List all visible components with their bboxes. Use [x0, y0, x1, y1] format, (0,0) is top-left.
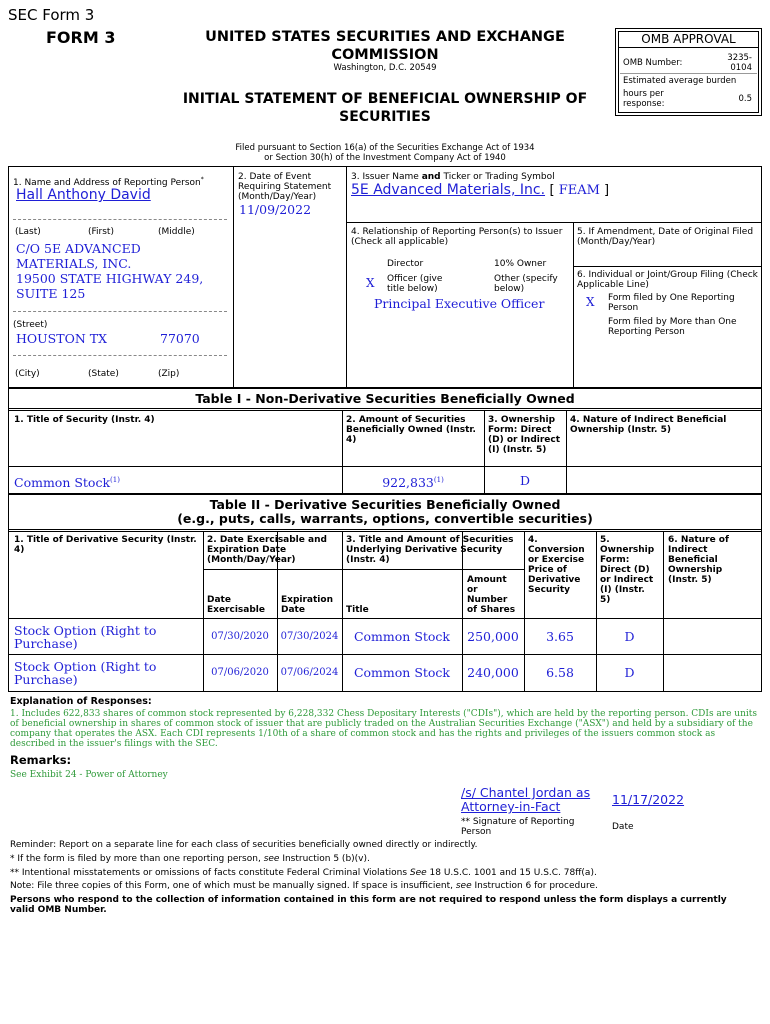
t2-row1-form: D: [624, 629, 635, 644]
explanation-heading: Explanation of Responses:: [10, 696, 152, 707]
street-label: (Street): [13, 320, 48, 330]
agency-title: UNITED STATES SECURITIES AND EXCHANGE COMMISSION: [205, 29, 565, 63]
t2-header-expiration: Expiration Date: [281, 595, 333, 615]
issuer-name-ticker: 5E Advanced Materials, Inc. [ FEAM ]: [351, 182, 610, 198]
zip-value: 77070: [160, 331, 200, 346]
statement-title: INITIAL STATEMENT OF BENEFICIAL OWNERSHIP OF SECURITIES: [182, 91, 588, 125]
table1-title: Table I - Non-Derivative Securities Beneficially Owned: [195, 391, 575, 406]
officer-checkmark: X: [366, 276, 375, 290]
t1-row-security: Common Stock$^{(1)}$: [14, 475, 120, 491]
director-label: Director: [387, 259, 424, 269]
one-person-label: Form filed by One Reporting Person: [608, 293, 735, 313]
agency-city: Washington, D.C. 20549: [333, 63, 437, 73]
t1-header-ownership: 3. Ownership Form: Direct (D) or Indirect (I) (Instr. 5): [488, 415, 561, 455]
box6-label: 6. Individual or Joint/Group Filing (Check Applicable Line): [577, 270, 758, 290]
omb-hours-value: 0.5: [738, 94, 752, 104]
t1-header-nature: 4. Nature of Indirect Beneficial Ownership (Instr. 5): [570, 415, 727, 435]
t2-header-ownership: 5. Ownership Form: Direct (D) or Indirect (I) (Instr. 5): [600, 535, 655, 605]
more-persons-label: Form filed by More than One Reporting Person: [608, 317, 737, 337]
table2-subtitle: (e.g., puts, calls, warrants, options, convertible securities): [177, 511, 593, 526]
omb-burden-label: Estimated average burden: [623, 76, 737, 86]
officer-title: Principal Executive Officer: [374, 296, 545, 311]
signature-label: ** Signature of Reporting Person: [461, 817, 575, 837]
omb-title: OMB APPROVAL: [641, 32, 736, 46]
reminder-text: Reminder: Report on a separate line for each class of securities beneficially owned directly or indirectly.: [10, 840, 478, 850]
reporting-address: C/O 5E ADVANCED MATERIALS, INC. 19500 STATE HIGHWAY 249, SUITE 125: [16, 241, 204, 301]
box5-label: 5. If Amendment, Date of Original Filed (Month/Day/Year): [577, 227, 754, 247]
footnote-3: Note: File three copies of this Form, one of which must be manually signed. If space is insufficient, see Instruction 6 for procedure.: [10, 881, 598, 891]
box2-label: 2. Date of Event Requiring Statement (Month/Day/Year): [238, 172, 332, 202]
t2-row1-price: 3.65: [546, 629, 574, 644]
city-value: HOUSTON TX: [16, 331, 107, 346]
footnote-2: ** Intentional misstatements or omissions of facts constitute Federal Criminal Violations See 18 U.S.C. 1001 and 15 U.S.C. 78ff(a).: [10, 868, 597, 878]
one-person-checkmark: X: [586, 295, 595, 309]
city-label: (City): [15, 369, 40, 379]
t2-header-dates: 2. Date Exercisable and Expiration Date (Month/Day/Year): [207, 535, 327, 565]
t1-header-amount: 2. Amount of Securities Beneficially Owned (Instr. 4): [346, 415, 476, 445]
state-label: (State): [88, 369, 119, 379]
t2-header-underlying-title: Title: [346, 605, 369, 615]
remarks-text: See Exhibit 24 - Power of Attorney: [10, 770, 168, 780]
t1-header-title: 1. Title of Security (Instr. 4): [14, 415, 155, 425]
box3-label: 3. Issuer Name and Ticker or Trading Symbol: [351, 172, 555, 182]
ticker-symbol: FEAM: [558, 183, 600, 198]
date-label: Date: [612, 822, 634, 832]
reporting-person-name-link[interactable]: Hall Anthony David: [16, 187, 151, 203]
t2-row1-exercisable: 07/30/2020: [211, 631, 269, 642]
t2-row1-expiration: 07/30/2024: [280, 631, 339, 642]
footnote-1: * If the form is filed by more than one reporting person, see Instruction 5 (b)(v).: [10, 854, 370, 864]
filed-pursuant-1: Filed pursuant to Section 16(a) of the Securities Exchange Act of 1934: [235, 143, 535, 153]
t2-row2-expiration: 07/06/2024: [280, 667, 339, 678]
t2-header-exercisable: Date Exercisable: [207, 595, 265, 615]
t2-row2-price: 6.58: [546, 665, 574, 680]
omb-number-value: 3235- 0104: [727, 53, 752, 73]
issuer-name-link[interactable]: 5E Advanced Materials, Inc.: [351, 182, 546, 198]
footnote-omb: Persons who respond to the collection of information contained in this form are not required to respond unless the form displays a currently valid OMB Number.: [10, 895, 727, 915]
form-title: FORM 3: [46, 28, 116, 47]
t2-header-underlying: 3. Title and Amount of Securities Underlying Derivative Security (Instr. 4): [346, 535, 514, 565]
t2-row1-underlying: Common Stock: [353, 629, 451, 644]
t2-row1-title: Stock Option (Right to Purchase): [14, 623, 157, 651]
first-label: (First): [88, 227, 114, 237]
event-date: 11/09/2022: [239, 202, 312, 217]
remarks-heading: Remarks:: [10, 753, 72, 767]
zip-label: (Zip): [158, 369, 180, 379]
ten-percent-owner-label: 10% Owner: [494, 259, 547, 269]
middle-label: (Middle): [158, 227, 195, 237]
box4-label: 4. Relationship of Reporting Person(s) to Issuer (Check all applicable): [351, 227, 563, 247]
box1-label: 1. Name and Address of Reporting Person*: [13, 176, 204, 188]
page-label: SEC Form 3: [8, 6, 95, 24]
t2-header-nature: 6. Nature of Indirect Beneficial Ownership (Instr. 5): [668, 535, 729, 585]
t2-row2-shares: 240,000: [467, 665, 519, 680]
filed-pursuant-2: or Section 30(h) of the Investment Company Act of 1940: [264, 153, 506, 163]
officer-label: Officer (give title below): [387, 274, 443, 294]
t2-row2-title: Stock Option (Right to Purchase): [14, 659, 157, 687]
explanation-text: 1. Includes 622,833 shares of common stock represented by 6,228,332 Chess Depositary Interests ("CDIs"), which are held by the reporting person. CDIs are units of beneficial ownership in shares of common stock of issuer that are publicly traded on the Australian Securities Exchange ("ASX") and held by a subsidiary of the company that operates the ASX. Each CDI represents 1/10th of a share of common stock and has the rights and privileges of the issuers common stock as described in the issuer's filings with the SEC.: [10, 709, 757, 749]
t1-row-amount: 922,833$^{(1)}$: [382, 475, 444, 491]
signature-name[interactable]: /s/ Chantel Jordan as Attorney-in-Fact: [461, 785, 591, 814]
last-label: (Last): [15, 227, 41, 237]
signature-date[interactable]: 11/17/2022: [612, 792, 685, 807]
t2-header-price: 4. Conversion or Exercise Price of Derivative Security: [528, 535, 585, 595]
t2-row2-exercisable: 07/06/2020: [211, 667, 269, 678]
t2-header-title: 1. Title of Derivative Security (Instr. 4): [14, 535, 197, 555]
t1-row-form: D: [519, 473, 531, 488]
t2-row1-shares: 250,000: [467, 629, 519, 644]
table2-title: Table II - Derivative Securities Beneficially Owned: [209, 497, 561, 512]
t2-row2-form: D: [624, 665, 635, 680]
other-label: Other (specify below): [494, 274, 558, 294]
t2-header-shares: Amount or Number of Shares: [467, 575, 516, 615]
t2-row2-underlying: Common Stock: [353, 665, 451, 680]
omb-number-label: OMB Number:: [623, 58, 683, 68]
omb-hours-label: hours per response:: [623, 89, 665, 109]
